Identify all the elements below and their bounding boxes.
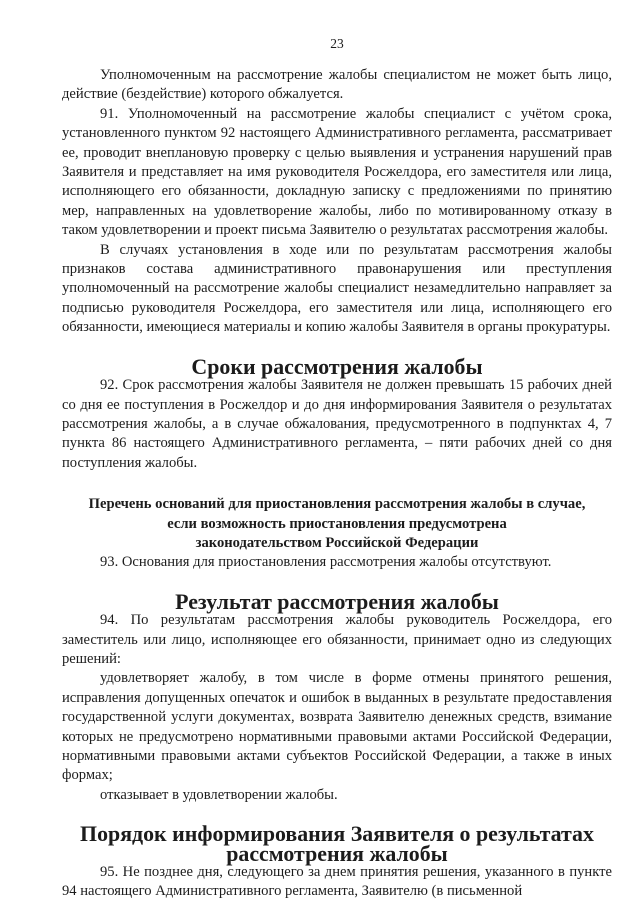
heading-suspension-line: если возможность приостановления предусмотрена (167, 515, 507, 532)
paragraph-94: 94. По результатам рассмотрения жалобы руководитель Росжелдора, его заместитель или лицо, исполняющее его обязанности, принимает одно из следующих решений: (62, 612, 612, 667)
paragraph-option-satisfy: удовлетворяет жалобу, в том числе в форме отмены принятого решения, исправления допущенных опечаток и ошибок в выданных в результате предоставления государственной услуги документах, возврата Заявителю денежных средств, взимание которых не предусмотрено нормативными правовыми актами Российской Федерации, нормативными правовыми актами субъектов Российской Федерации, а также в иных формах; (62, 670, 612, 784)
paragraph-option-refuse: отказывает в удовлетворении жалобы. (100, 786, 338, 803)
paragraph-91: 91. Уполномоченный на рассмотрение жалобы специалист с учётом срока, установленного пунктом 92 настоящего Административного регламента, рассматривает ее, проводит внеплановую проверку с целью выявления и устранения нарушений прав Заявителя и представляет на имя руководителя Росжелдора, его заместителя или лица, исполняющего его обязанности, докладную записку с предложениями по принятию мер, направленных на удовлетворение жалобы, либо по мотивированному отказу в таком удовлетворении и проект письма Заявителю о результатах рассмотрения жалобы. (62, 105, 612, 239)
document-body (62, 66, 612, 902)
heading-result: Результат рассмотрения жалобы (175, 588, 499, 614)
heading-inform: Порядок информирования Заявителя о результатах рассмотрения жалобы (80, 821, 594, 866)
heading-suspension-line: законодательством Российской Федерации (195, 534, 479, 551)
heading-suspension (62, 495, 612, 553)
paragraph-specialist-restriction: Уполномоченным на рассмотрение жалобы специалистом не может быть лицо, действие (бездействие) которого обжалуется. (62, 67, 612, 103)
paragraph-95: 95. Не позднее дня, следующего за днем принятия решения, указанного в пункте 94 настоящего Административного регламента, Заявителю (в письменной (62, 864, 612, 900)
heading-suspension-line: Перечень оснований для приостановления рассмотрения жалобы в случае, (88, 496, 586, 513)
paragraph-93: 93. Основания для приостановления рассмотрения жалобы отсутствуют. (100, 554, 552, 571)
page-number: 23 (330, 36, 344, 51)
heading-terms: Сроки рассмотрения жалобы (191, 353, 483, 379)
paragraph-92: 92. Срок рассмотрения жалобы Заявителя не должен превышать 15 рабочих дней со дня ее поступления в Росжелдор и до дня информирования Заявителя о результатах рассмотрения жалобы, а в случае обжалования, предусмотренного в подпунктах 4, 7 пункта 86 настоящего Административного регламента, – пяти рабочих дней со дня поступления жалобы. (62, 377, 612, 471)
paragraph-offence-signs: В случаях установления в ходе или по результатам рассмотрения жалобы признаков состава административного правонарушения или преступления уполномоченный на рассмотрение жалобы специалист незамедлительно направляет за подписью руководителя Росжелдора, его заместителя или лица, исполняющего его обязанности, имеющиеся материалы и копию жалобы Заявителя в органы прокуратуры. (62, 241, 612, 336)
